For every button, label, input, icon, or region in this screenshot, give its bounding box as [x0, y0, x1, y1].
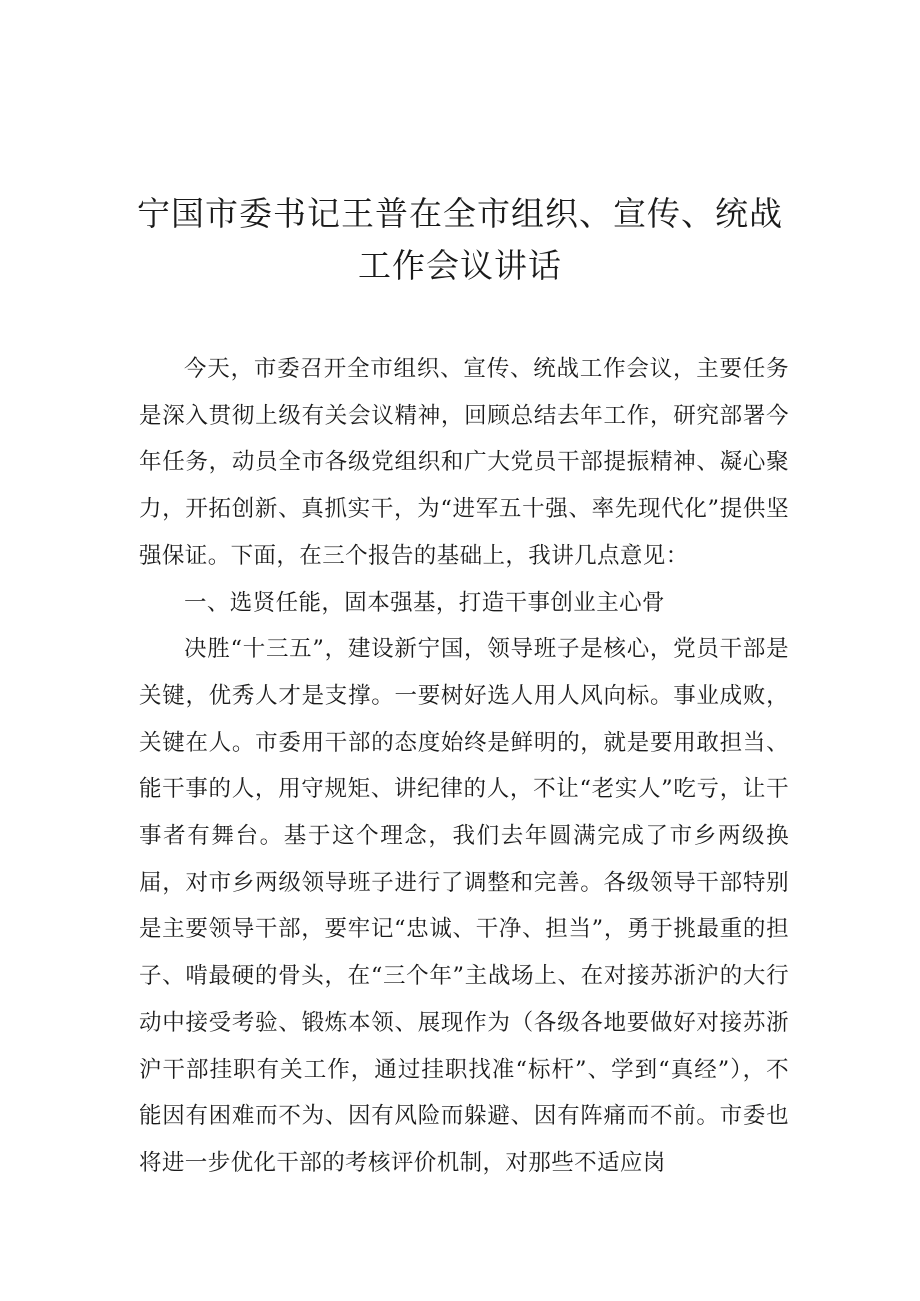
paragraph-section-1: 决胜“十三五”，建设新宁国，领导班子是核心，党员干部是关键，优秀人才是支撑。一要树好选人用人风向标。事业成败，关键在人。市委用干部的态度始终是鲜明的，就是要用敢担当、能干事的人，用守规矩、讲纪律的人，不让“老实人”吃亏，让干事者有舞台。基于这个理念，我们去年圆满完成了市乡两级换届，对市乡两级领导班子进行了调整和完善。各级领导干部特别是主要领导干部，要牢记“忠诚、干净、担当”，勇于挑最重的担子、啃最硬的骨头，在“三个年”主战场上、在对接苏浙沪的大行动中接受考验、锻炼本领、展现作为（各级各地要做好对接苏浙沪干部挂职有关工作，通过挂职找准“标杆”、学到“真经”），不能因有困难而不为、因有风险而躲避、因有阵痛而不前。市委也将进一步优化干部的考核评价机制，对那些不适应岗 — [139, 636, 789, 1176]
title-line-1: 宁国市委书记王普在全市组织、宣传、统战 — [137, 194, 783, 233]
document-body — [139, 346, 789, 1187]
section-heading-1: 一、选贤任能，固本强基，打造干事创业主心骨 — [184, 589, 665, 616]
paragraph-intro: 今天，市委召开全市组织、宣传、统战工作会议，主要任务是深入贯彻上级有关会议精神，回顾总结去年工作，研究部署今年任务，动员全市各级党组织和广大党员干部提振精神、凝心聚力，开拓创新、真抓实干，为“进军五十强、率先现代化”提供坚强保证。下面，在三个报告的基础上，我讲几点意见： — [139, 356, 789, 569]
title-line-2: 工作会议讲话 — [358, 246, 562, 285]
document-title — [120, 188, 800, 292]
